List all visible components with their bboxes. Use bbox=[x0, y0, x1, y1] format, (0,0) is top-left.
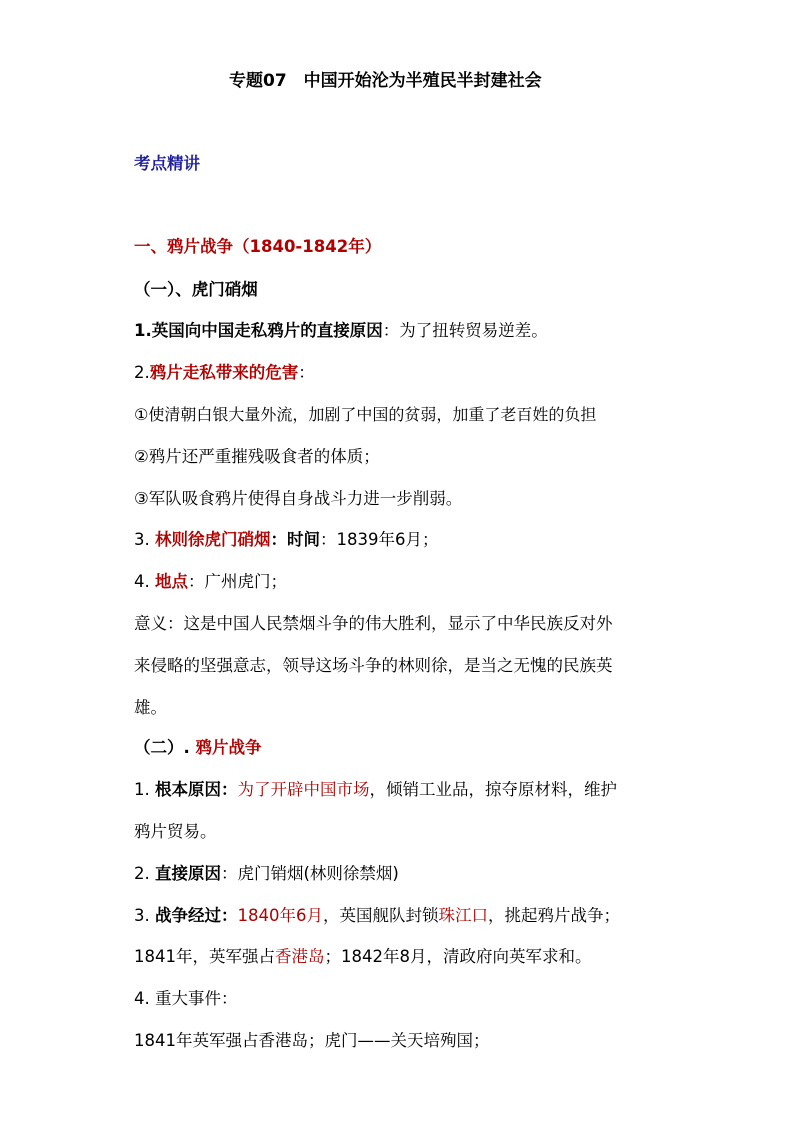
war-course-line-2-a: 1841年，英军强占 bbox=[134, 947, 275, 966]
major-events-item-1: 1841年英军强占香港岛；虎门——关天培殉国； bbox=[134, 1031, 490, 1050]
harm-item-3: ③军队吸食鸦片使得自身战斗力进一步削弱。 bbox=[134, 489, 463, 508]
paragraph-1 bbox=[134, 320, 548, 342]
subheading-opium-war-text: 鸦片战争 bbox=[195, 738, 262, 757]
cause-root-text: ，倾销工业品，掠夺原材料，维护 bbox=[369, 780, 617, 799]
cause-root-label: 根本原因： bbox=[155, 780, 238, 799]
meaning-line-1: 意义：这是中国人民禁烟斗争的伟大胜利，显示了中华民族反对外 bbox=[134, 614, 613, 633]
paragraph-3-num: 3. bbox=[134, 530, 155, 549]
paragraph-4-num: 4. bbox=[134, 572, 155, 591]
cause-direct-num: 2. bbox=[134, 864, 155, 883]
cause-root bbox=[134, 779, 617, 801]
war-course-label: 战争经过： bbox=[155, 906, 238, 925]
major-events-heading: 4. 重大事件： bbox=[134, 989, 238, 1008]
paragraph-1-lead: 1.英国向中国走私鸦片的直接原因 bbox=[134, 321, 383, 340]
war-course-line-2-place: 香港岛 bbox=[275, 947, 325, 966]
meaning-line-2: 来侵略的坚强意志，领导这场斗争的林则徐，是当之无愧的民族英 bbox=[134, 656, 613, 675]
paragraph-3-lead: 林则徐虎门硝烟 bbox=[155, 530, 271, 549]
cause-direct-label: 直接原因 bbox=[155, 864, 221, 883]
war-course-text-2: ，挑起鸦片战争； bbox=[488, 906, 620, 925]
paragraph-4 bbox=[134, 571, 287, 593]
paragraph-3-time: ：1839年6月； bbox=[320, 530, 439, 549]
paragraph-4-lead: 地点 bbox=[155, 572, 188, 591]
paragraph-3 bbox=[134, 529, 439, 551]
war-course-num: 3. bbox=[134, 906, 155, 925]
cause-direct-text: ：虎门销烟(林则徐禁烟) bbox=[221, 864, 399, 883]
paragraph-3-time-label: ：时间 bbox=[270, 530, 320, 549]
subheading-opium-war-num: （二）. bbox=[134, 738, 196, 757]
war-course bbox=[134, 905, 620, 927]
paragraph-2-num: 2. bbox=[134, 363, 150, 382]
paragraph-4-text: ：广州虎门； bbox=[188, 572, 287, 591]
subheading-humen: （一）、虎门硝烟 bbox=[134, 280, 258, 299]
harm-item-2: ②鸦片还严重摧残吸食者的体质； bbox=[134, 447, 380, 466]
section-label: 考点精讲 bbox=[134, 154, 200, 173]
war-course-text-1: ，英国舰队封锁 bbox=[323, 906, 439, 925]
paragraph-2-lead: 鸦片走私带来的危害 bbox=[149, 363, 299, 382]
meaning-line-3: 雄。 bbox=[134, 698, 167, 717]
subheading-opium-war bbox=[134, 737, 262, 759]
paragraph-2-colon: ： bbox=[298, 363, 315, 382]
cause-direct bbox=[134, 863, 399, 885]
harm-item-1: ①使清朝白银大量外流，加剧了中国的贫弱，加重了老百姓的负担 bbox=[134, 405, 597, 424]
cause-root-line-2: 鸦片贸易。 bbox=[134, 822, 217, 841]
war-course-line-2 bbox=[134, 946, 592, 968]
war-course-place: 珠江口 bbox=[438, 906, 488, 925]
paragraph-2 bbox=[134, 362, 315, 384]
cause-root-num: 1. bbox=[134, 780, 155, 799]
cause-root-highlight: 为了开辟中国市场 bbox=[237, 780, 370, 799]
paragraph-1-text: ：为了扭转贸易逆差。 bbox=[382, 321, 548, 340]
war-course-line-2-c: ；1842年8月，清政府向英军求和。 bbox=[324, 947, 592, 966]
document-title: 专题07 中国开始沦为半殖民半封建社会 bbox=[229, 71, 542, 91]
war-course-date: 1840年6月 bbox=[237, 906, 323, 925]
heading-opium-war: 一、鸦片战争（1840-1842年） bbox=[134, 237, 382, 256]
